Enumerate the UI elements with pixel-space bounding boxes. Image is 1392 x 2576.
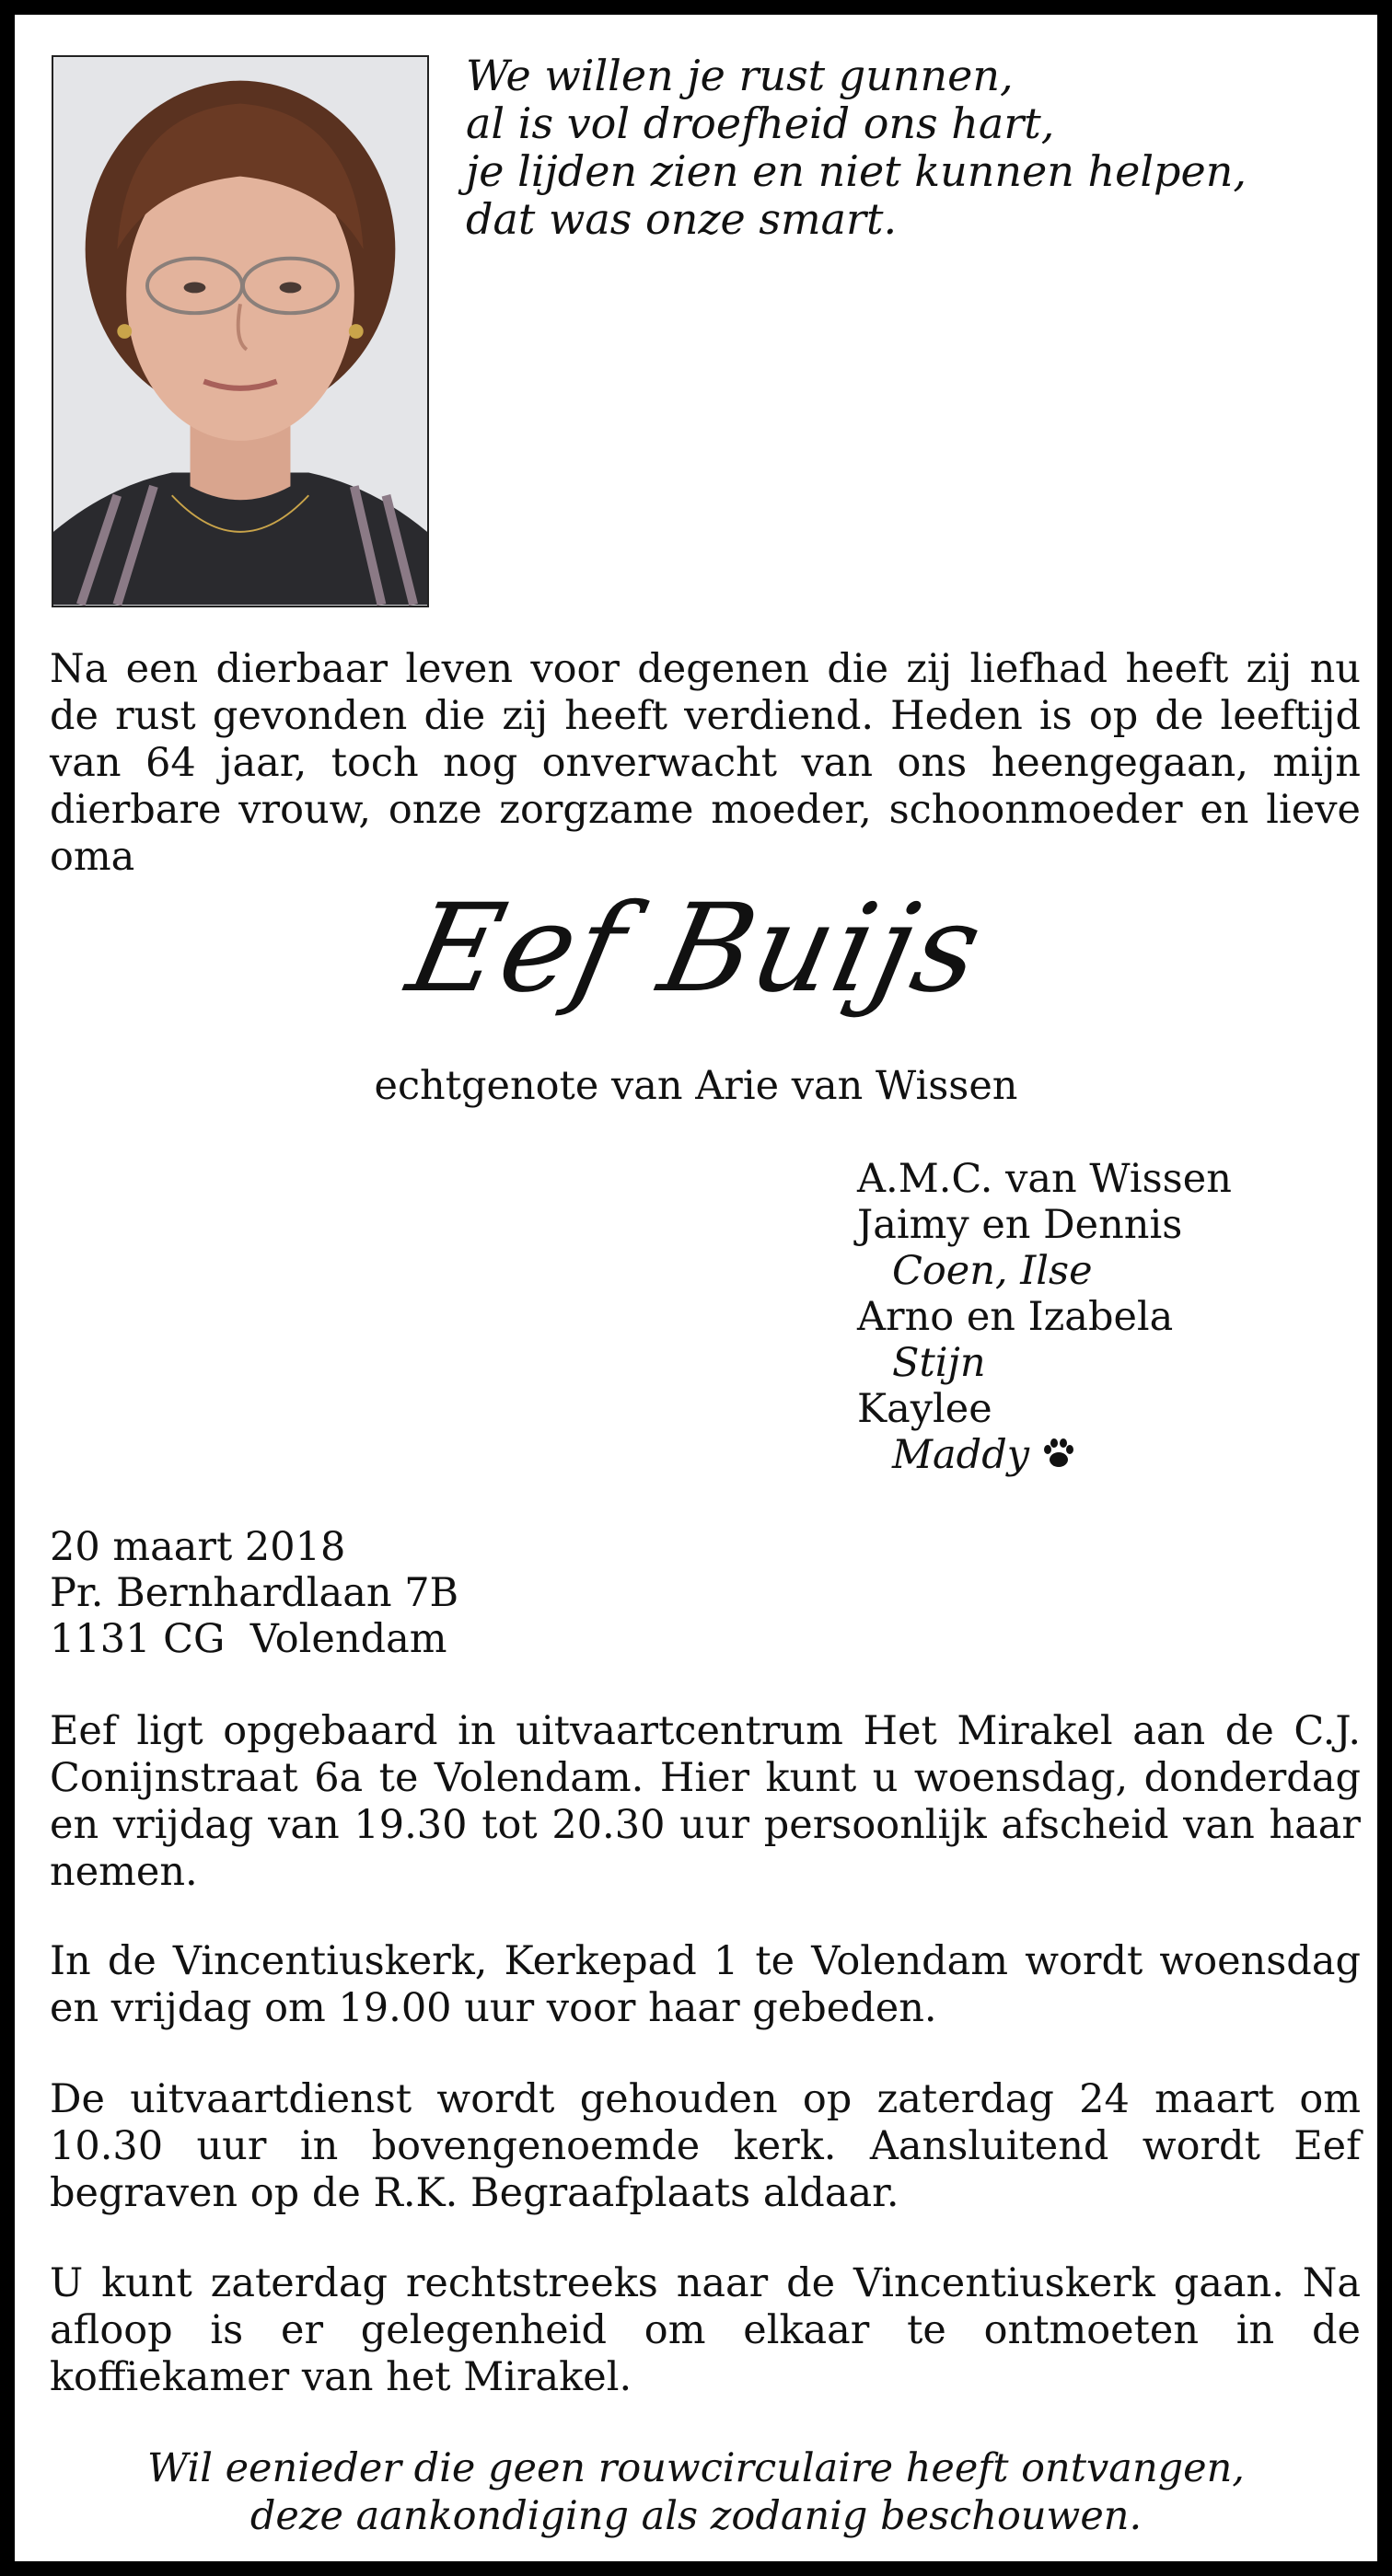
deceased-name: Eef Buijs: [397, 878, 995, 1020]
portrait-illustration: [53, 57, 427, 606]
family-grandchildren-1: Coen, Ilse: [892, 1248, 1093, 1294]
spouse-line: echtgenote van Arie van Wissen: [374, 1063, 1018, 1109]
poem-line-2: al is vol droefheid ons hart,: [466, 98, 1055, 148]
announcement-date: 20 maart 2018: [50, 1524, 346, 1570]
address-street: Pr. Bernhardlaan 7B: [50, 1570, 459, 1616]
poem-line-1: We willen je rust gunnen,: [466, 51, 1014, 100]
family-child-3: Kaylee: [857, 1386, 992, 1432]
portrait-photo: [52, 55, 429, 607]
poem-line-4: dat was onze smart.: [466, 194, 898, 244]
address-postal: 1131 CG Volendam: [50, 1616, 447, 1662]
closing-note: [15, 2444, 1377, 2540]
intro-paragraph: Na een dierbaar leven voor degenen die zij liefhad heeft zij nu de rust gevonden die zij heeft verdiend. Heden is op de leeftijd van 64 jaar, toch nog onverwacht van ons heengegaan, mijn dierbare vrouw, onze zorgzame moeder, schoonmoeder en lieve oma: [50, 646, 1361, 880]
poem-line-3: je lijden zien en niet kunnen helpen,: [466, 146, 1247, 196]
family-list: [857, 1156, 1232, 1482]
address-block: [50, 1524, 458, 1662]
prayer-paragraph: In de Vincentiuskerk, Kerkepad 1 te Volendam wordt woensdag en vrijdag om 19.00 uur voor haar gebeden.: [50, 1938, 1361, 2031]
poem: [466, 52, 1350, 243]
family-grandchildren-2: Stijn: [892, 1340, 986, 1386]
family-spouse: A.M.C. van Wissen: [857, 1156, 1232, 1202]
viewing-paragraph: Eef ligt opgebaard in uitvaartcentrum Het Mirakel aan de C.J. Conijnstraat 6a te Volendam. Hier kunt u woensdag, donderdag en vrijdag van 19.30 tot 20.30 uur persoonlijk afscheid van haar nemen.: [50, 1708, 1361, 1895]
family-child-2: Arno en Izabela: [857, 1294, 1174, 1340]
gathering-paragraph: U kunt zaterdag rechtstreeks naar de Vincentiuskerk gaan. Na afloop is er gelegenheid om elkaar te ontmoeten in de koffiekamer van het Mirakel.: [50, 2260, 1361, 2400]
family-pet-name: Maddy: [892, 1432, 1030, 1478]
closing-line-2: deze aankondiging als zodanig beschouwen.: [249, 2493, 1143, 2539]
family-child-1: Jaimy en Dennis: [857, 1202, 1183, 1248]
funeral-paragraph: De uitvaartdienst wordt gehouden op zaterdag 24 maart om 10.30 uur in bovengenoemde kerk. Aansluitend wordt Eef begraven op de R.K. Begraafplaats aldaar.: [50, 2076, 1361, 2216]
paw-print-icon: [1040, 1435, 1077, 1482]
family-pet: [857, 1432, 1232, 1482]
closing-line-1: Wil eenieder die geen rouwcirculaire heeft ontvangen,: [147, 2445, 1245, 2491]
